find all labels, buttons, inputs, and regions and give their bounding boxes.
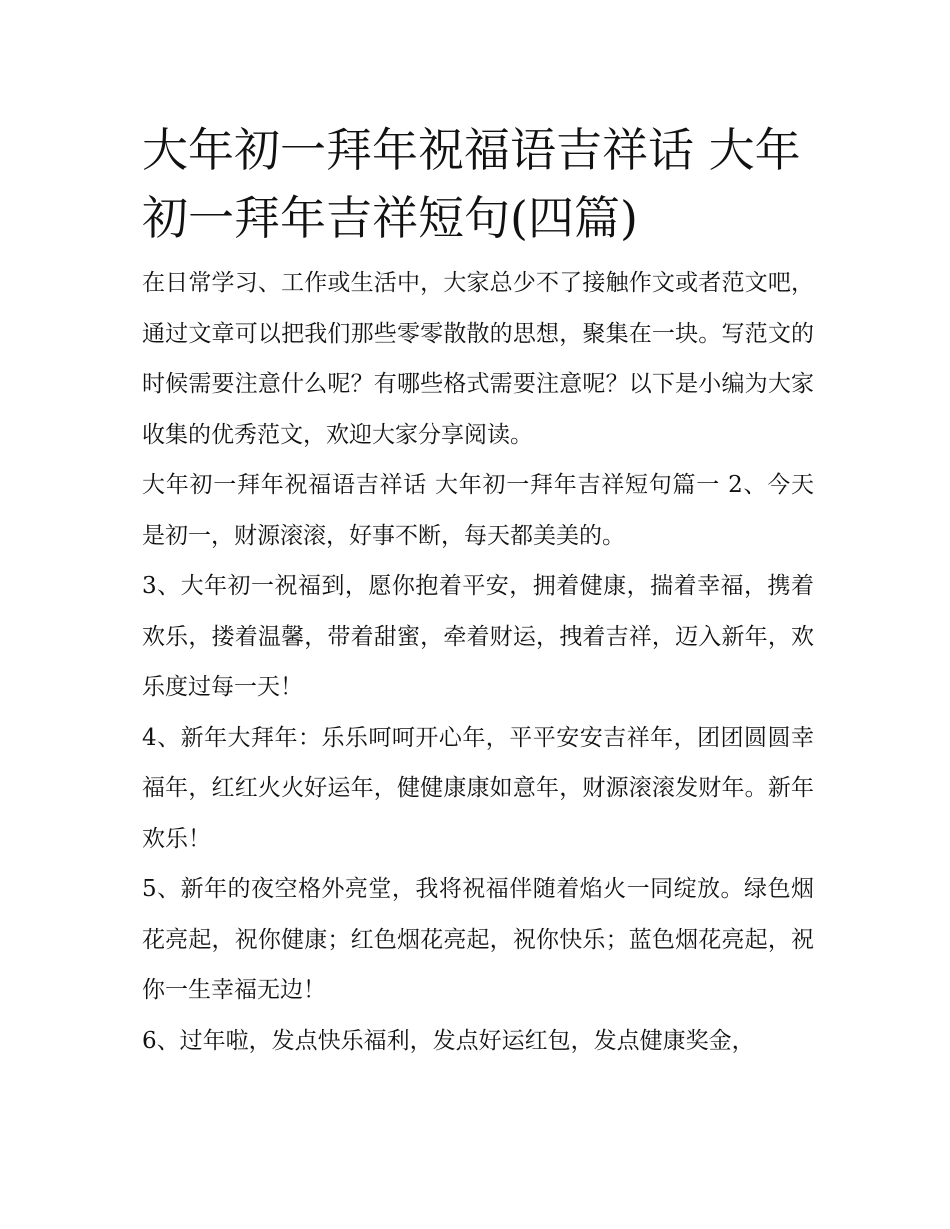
body-paragraph: 5、新年的夜空格外亮堂，我将祝福伴随着焰火一同绽放。绿色烟花亮起，祝你健康；红色烟花亮起，祝你快乐；蓝色烟花亮起，祝你一生幸福无边！ (142, 876, 814, 1003)
body-paragraph: 3、大年初一祝福到，愿你抱着平安，拥着健康，揣着幸福，携着欢乐，搂着温馨，带着甜蜜，牵着财运，拽着吉祥，迈入新年，欢乐度过每一天！ (142, 573, 814, 700)
body-paragraph: 4、新年大拜年：乐乐呵呵开心年，平平安安吉祥年，团团圆圆幸福年，红红火火好运年，健健康康如意年，财源滚滚发财年。新年欢乐！ (142, 724, 814, 852)
body-paragraph: 6、过年啦，发点快乐福利，发点好运红包，发点健康奖金， (142, 1027, 755, 1054)
document-title: 大年初一拜年祝福语吉祥话 大年初一拜年吉祥短句(四篇) (142, 123, 801, 245)
document-page (142, 116, 814, 1066)
body-paragraph: 大年初一拜年祝福语吉祥话 大年初一拜年吉祥短句篇一 2、今天是初一，财源滚滚，好事不断，每天都美美的。 (142, 472, 814, 549)
intro-paragraph: 在日常学习、工作或生活中，大家总少不了接触作文或者范文吧，通过文章可以把我们那些零零散散的思想，聚集在一块。写范文的时候需要注意什么呢？有哪些格式需要注意呢？以下是小编为大家收集的优秀范文，欢迎大家分享阅读。 (142, 270, 814, 448)
